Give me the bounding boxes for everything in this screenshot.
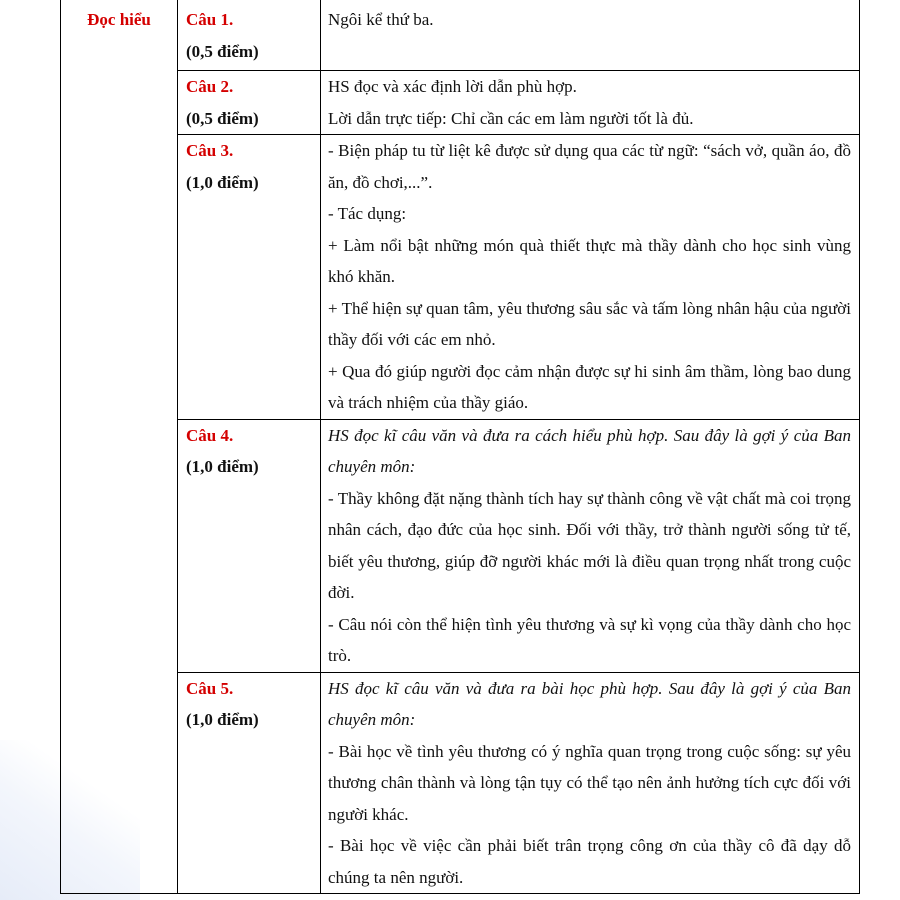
answer-line: + Làm nổi bật những món quà thiết thực mà thầy dành cho học sinh vùng khó khăn. [328, 235, 851, 286]
question-cell [178, 135, 321, 420]
answer-line: + Thể hiện sự quan tâm, yêu thương sâu sắc và tấm lòng nhân hậu của người thầy đối với các em nhỏ. [328, 298, 851, 349]
answer-cell [321, 71, 860, 135]
answer-intro: HS đọc kĩ câu văn và đưa ra bài học phù hợp. Sau đây là gợi ý của Ban chuyên môn: [328, 678, 851, 729]
table-row [61, 135, 860, 420]
answer-cell [321, 0, 860, 71]
answer-line: HS đọc và xác định lời dẫn phù hợp. [328, 77, 577, 96]
question-points: (0,5 điểm) [186, 108, 259, 128]
question-cell [178, 672, 321, 894]
answer-line: - Tác dụng: [328, 204, 407, 223]
question-cell [178, 0, 321, 71]
answer-line: - Biện pháp tu từ liệt kê được sử dụng qua các từ ngữ: “sách vở, quần áo, đồ ăn, đồ chơi,...”. [328, 141, 851, 192]
answer-line: + Qua đó giúp người đọc cảm nhận được sự hi sinh âm thầm, lòng bao dung và trách nhiệm của thầy giáo. [328, 361, 851, 412]
question-points: (0,5 điểm) [186, 41, 259, 61]
answer-line: - Bài học về tình yêu thương có ý nghĩa quan trọng trong cuộc sống: sự yêu thương chân thành và lòng tận tụy có thể tạo nên ảnh hưởng tích cực đối với người khác. [328, 741, 851, 824]
section-label: Đọc hiểu [61, 0, 178, 894]
question-title: Câu 2. [186, 77, 234, 96]
question-cell [178, 419, 321, 672]
answer-cell [321, 135, 860, 420]
question-points: (1,0 điểm) [186, 710, 259, 729]
answer-line: Ngôi kể thứ ba. [328, 10, 434, 29]
question-points: (1,0 điểm) [186, 172, 259, 192]
answer-line: - Thầy không đặt nặng thành tích hay sự thành công về vật chất mà coi trọng nhân cách, đạo đức của học sinh. Đối với thầy, trở thành người sống tử tế, biết yêu thương, giúp đỡ người khác mới là điều quan trọng nhất trong cuộc đời. [328, 488, 851, 602]
answer-key-table [60, 0, 860, 894]
question-cell [178, 71, 321, 135]
question-title: Câu 1. [186, 10, 234, 29]
answer-line: Lời dẫn trực tiếp: Chỉ cần các em làm người tốt là đủ. [328, 108, 694, 128]
table-row [61, 672, 860, 894]
table-row [61, 419, 860, 672]
table-row [61, 0, 860, 71]
question-title: Câu 5. [186, 678, 234, 698]
answer-intro: HS đọc kĩ câu văn và đưa ra cách hiểu phù hợp. Sau đây là gợi ý của Ban chuyên môn: [328, 425, 851, 476]
answer-line: - Câu nói còn thể hiện tình yêu thương và sự kì vọng của thầy dành cho học trò. [328, 614, 851, 665]
answer-cell [321, 419, 860, 672]
answer-cell [321, 672, 860, 894]
table-row [61, 71, 860, 135]
question-title: Câu 3. [186, 141, 234, 160]
question-title: Câu 4. [186, 425, 234, 445]
question-points: (1,0 điểm) [186, 457, 259, 476]
answer-line: - Bài học về việc cần phải biết trân trọng công ơn của thầy cô đã dạy dỗ chúng ta nên người. [328, 836, 851, 887]
